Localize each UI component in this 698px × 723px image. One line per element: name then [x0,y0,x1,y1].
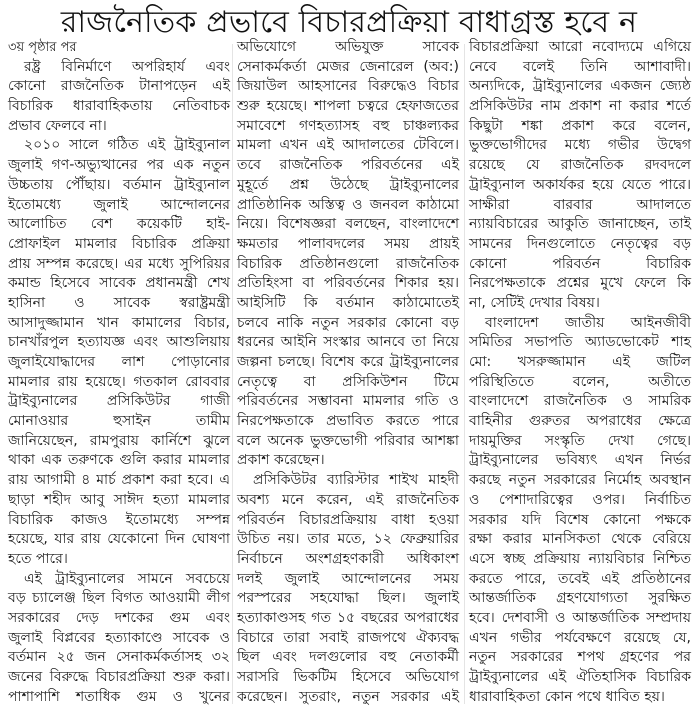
text-line: জুলাই বিপ্লবের হত্যাকাণ্ডে সাবেক ও [8,629,230,646]
text-line: প্রভাব ফেলবে না। [8,117,107,134]
text-line: বিচারিক ধারাবাহিকতায় নেতিবাচক [8,98,230,115]
text-line: বিচারে তারা সবাই রাজপথে ঐক্যবদ্ধ [237,629,459,646]
text-line: প্রসিকিউটর নাম প্রকাশ না করার শর্তে [469,98,691,115]
text-line: নিরপেক্ষতাকে প্রভাবিত করতে পারে [237,413,459,430]
text-line: ট্রাইব্যুনালের এই ঐতিহাসিক বিচারিক [469,669,691,685]
text-line: হত্যাকাণ্ডসহ গত ১৫ বছরের অপরাধের [237,609,459,626]
text-line: উচিত নয়। তার মতে, ১২ ফেব্রুয়ারির [237,531,459,548]
text-line: অভিযোগে অভিযুক্ত সাবেক [237,39,459,55]
text-line: ছাড়া শহীদ আবু সাঈদ হত্যা মামলার [8,491,230,508]
text-line: আসাদুজ্জামান খান কামালের বিচার, [8,314,230,331]
text-line: তবে রাজনৈতিক পরিবর্তনের এই [237,157,459,174]
text-line: জনের বিরুদ্ধে বিচারপ্রক্রিয়া শুরু করা। [8,669,230,685]
text-line: সামনের দিনগুলোতে নেতৃত্বের বড় [469,235,691,252]
text-line: প্রসিকিউটর ব্যারিস্টার শাইখ মাহদী [253,472,459,489]
text-line: সরাসরি ভিকটিম হিসেবে অভিযোগ [237,669,459,685]
text-line: বর্তমান ২৫ জন সেনাকর্মকর্তাসহ ৩২ [8,649,230,666]
text-line: সাক্ষীরা বারবার আদালতে [469,196,691,213]
text-line: জুলাইযোদ্ধাদের লাশ পোড়ানোর [8,354,230,370]
text-line: এসে স্বচ্ছ প্রক্রিয়ায় ন্যায়বিচার নিশ্চিত [469,550,691,567]
text-line: নিয়ে। বিশেষজ্ঞরা বলছেন, বাংলাদেশে [237,216,459,233]
text-line: নেবে বলেই তিনি আশাবাদী। [469,58,691,75]
text-line: প্রায় সম্পন্ন করেছে। এর মধ্যে সুপিরিয়র [8,255,230,272]
text-line: বাহিনীর গুরুতর অপরাধের ক্ষেত্রে [469,413,691,430]
text-line: বিচারিক প্রতিষ্ঠানগুলো রাজনৈতিক [237,255,459,272]
paragraph [469,38,691,314]
text-line: বাংলাদেশ জাতীয় আইনজীবী [485,314,691,331]
text-line: করতে পারে, তবেই এই প্রতিষ্ঠানের [469,570,691,587]
text-line: আলোচিত বেশ কয়েকটি হাই- [8,216,230,233]
text-line: বাংলাদেশে রাজনৈতিক ও সামরিক [469,393,691,410]
text-line: মামলা এখন এই আদালতের টেবিলে। [237,137,459,154]
text-line: অন্যদিকে, ট্রাইব্যুনালের একজন জ্যেষ্ঠ [469,78,691,95]
text-line: হয়েছে, যার রায় যেকোনো দিন ঘোষণা [8,531,230,548]
continued-from-label: ৩য় পৃষ্ঠার পর [8,40,77,55]
text-line: কিছুটা শঙ্কা প্রকাশ করে বলেন, [469,117,691,134]
text-line: বলে অনেক ভুক্তভোগী পরিবার আশঙ্কা [237,432,459,449]
text-line: উচ্চতায় পৌঁছায়। বর্তমান ট্রাইব্যুনাল [8,176,230,193]
paragraph [237,38,459,471]
text-line: মুহূর্তে প্রশ্ন উঠেছে ট্রাইব্যুনালের [237,176,459,193]
text-line: রয়েছে যে রাজনৈতিক রদবদলে [469,157,691,174]
article-column-3 [469,38,691,707]
text-line: ট্রাইব্যুনালের ভবিষ্যৎ এখন নির্ভর [469,452,691,469]
text-line: নির্বাচনে অংশগ্রহণকারী অধিকাংশ [237,550,459,567]
text-line: চলবে নাকি নতুন সরকার কোনো বড় [237,314,459,331]
text-line: মামলার রায় হয়েছে। গতকাল রোববার [8,373,230,390]
column-divider [464,44,465,704]
text-line: সরকার যদি বিশেষ কোনো পক্ষকে [469,511,691,528]
text-line: এই ট্রাইব্যুনালের সামনে সবচেয়ে [24,570,230,587]
text-line: নিরপেক্ষতাকে প্রশ্নের মুখে ফেলে কি [469,275,691,292]
text-line: আন্তর্জাতিক গ্রহণযোগ্যতা সুরক্ষিত [469,590,691,607]
text-line: সরকারের দেড় দশকের গুম এবং [8,609,230,626]
text-line: এখন গভীর পর্যবেক্ষণে রয়েছে যে, [469,629,691,646]
text-line: ছিল এবং দলগুলোর বহু নেতাকর্মী [237,649,459,666]
text-line: পাশাপাশি শতাধিক গুম ও খুনের [8,688,230,705]
text-line: বিচারপ্রক্রিয়া আরো নবোদ্যমে এগিয়ে [469,39,691,55]
text-line: থাকা এক তরুণকে গুলি করার মামলার [8,452,230,469]
text-line: সমাবেশে গণহত্যাসহ বহু চাঞ্চল্যকর [237,117,459,134]
text-line: জুলাই গণ-অভ্যুত্থানের পর এক নতুন [8,157,230,174]
text-line: হাসিনা ও সাবেক স্বরাষ্ট্রমন্ত্রী [8,294,230,311]
text-line: রায় আগামী ৪ মার্চ প্রকাশ করা হবে। এ [8,472,230,489]
text-line: পরস্পরের সহযোদ্ধা ছিল। জুলাই [237,590,459,607]
text-line: ক্ষমতার পালাবদলের সময় প্রায়ই [237,235,459,252]
text-line: পরিবর্তন বিচারপ্রক্রিয়ায় বাধা হওয়া [237,511,459,528]
text-line: জানিয়েছেন, রামপুরায় কার্নিশে ঝুলে [8,432,230,449]
article-column-2 [237,38,459,707]
text-line: সমিতির সভাপতি অ্যাডভোকেট শাহ [469,334,691,351]
text-line: দায়মুক্তির সংস্কৃতি দেখা গেছে। [469,432,691,449]
text-line: পরিস্থিতিতে বলেন, অতীতে [469,373,691,390]
text-line: ইতোমধ্যে জুলাই আন্দোলনের [8,196,230,213]
text-line: আইসিটি কি বর্তমান কাঠামোতেই [237,294,459,311]
text-line: সেনাকর্মকর্তা মেজর জেনারেল (অব:) [237,58,459,75]
text-line: অবশ্য মনে করেন, এই রাজনৈতিক [237,491,459,508]
text-line: ট্রাইব্যুনালের প্রসিকিউটর গাজী [8,393,230,410]
text-line: ন্যায়বিচারের আকুতি জানাচ্ছেন, তাই [469,216,691,233]
text-line: ধরনের আইনি সংস্কার আনবে তা নিয়ে [237,334,459,351]
headline: রাজনৈতিক প্রভাবে বিচারপ্রক্রিয়া বাধাগ্রস্ত হবে ন [60,5,638,40]
text-line: ও পেশাদারিত্বের ওপর। নির্বাচিত [469,491,691,508]
text-line: ধারাবাহিকতা কোন পথে ধাবিত হয়। [469,688,665,705]
text-line: ভুক্তভোগীদের মধ্যে গভীর উদ্বেগ [469,137,691,154]
text-line: করেছেন। সুতরাং, নতুন সরকার এই [237,688,459,705]
text-line: প্রকাশ করেছেন। [237,452,325,469]
text-line: প্রোফাইল মামলার বিচারিক প্রক্রিয়া [8,235,230,252]
text-line: নতুন সরকারের শপথ গ্রহণের পর [469,649,691,666]
text-line: জিয়াউল আহসানের বিরুদ্ধেও বিচার [237,78,459,95]
text-line: কমান্ড হিসেবে সাবেক প্রধানমন্ত্রী শেখ [8,275,230,292]
text-line: হতে পারে। [8,550,68,567]
text-line: শুরু হয়েছে। শাপলা চত্বরে হেফাজতের [237,98,459,115]
article-column-1 [8,38,230,707]
text-line: প্রাতিষ্ঠানিক অস্তিত্ব ও জনবল কাঠামো [237,196,459,213]
text-line: কোনো রাজনৈতিক টানাপড়েন এই [8,78,230,95]
text-line: রষ্ট্র বিনির্মাণে অপরিহার্য এবং [24,58,230,75]
text-line: বড় চ্যালেঞ্জ ছিল বিগত আওয়ামী লীগ [8,590,230,607]
paragraph [8,570,230,708]
paragraph [237,471,459,707]
text-line: পরিবর্তনের সম্ভাবনা মামলার গতি ও [237,393,459,410]
text-line: না, সেটিই দেখার বিষয়। [469,294,600,311]
text-line: ২০১০ সালে গঠিত এই ট্রাইব্যুনাল [24,137,230,154]
paragraph [8,136,230,569]
text-line: ট্রাইব্যুনাল অকার্যকর হয়ে যেতে পারে। [469,176,691,193]
text-line: চানখাঁরপুল হত্যাযজ্ঞ এবং আশুলিয়ায় [8,334,230,351]
column-divider [232,44,233,704]
paragraph [8,58,230,137]
text-line: বিচারিক কাজও ইতোমধ্যে সম্পন্ন [8,511,230,528]
paragraph [469,314,691,708]
text-line: কোনো পরিবর্তন বিচারিক [469,255,691,272]
text-line: মো: খসরুজ্জামান এই জটিল [469,354,691,370]
text-line: হবে। দেশবাসী ও আন্তর্জাতিক সম্প্রদায় [469,609,691,626]
text-line: করছে নতুন সরকারের নির্মোহ অবস্থান [469,472,691,489]
text-line: প্রতিহিংসা বা পরিবর্তনের শিকার হয়। [237,275,459,292]
text-line: জল্পনা চলছে। বিশেষ করে ট্রাইব্যুনালের [237,354,459,370]
text-line: মোনাওয়ার হুসাইন তামীম [8,413,230,430]
text-line: দলই জুলাই আন্দোলনের সময় [237,570,459,587]
text-line: রক্ষা করার মানসিকতা থেকে বেরিয়ে [469,531,691,548]
text-line: নেতৃত্বে বা প্রসিকিউশন টিমে [237,373,459,390]
